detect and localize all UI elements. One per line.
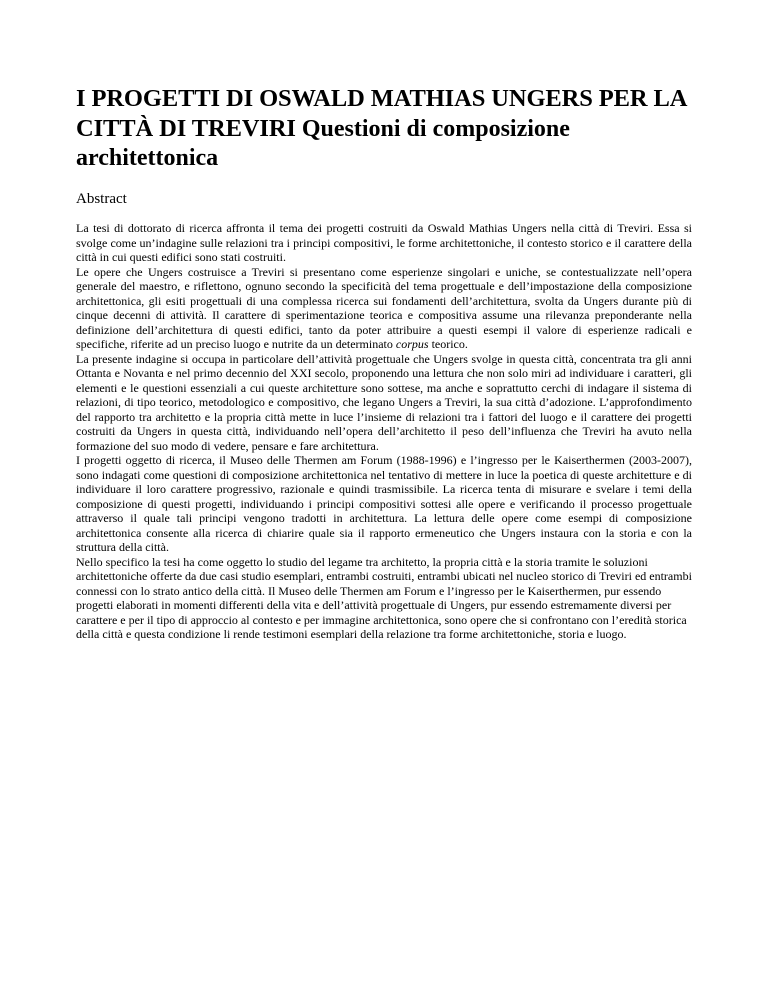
abstract-paragraph-4: I progetti oggetto di ricerca, il Museo delle Thermen am Forum (1988-1996) e l’ingresso per le Kaiserthermen (2003-2007), sono indagati come questioni di composizione architettonica nel tentativo di mettere in luce la poetica di queste architetture e di individuare il loro carattere progressivo, razionale e quindi trasmissibile. La ricerca tenta di misurare e svelare i temi della composizione di questi progetti, individuando i principi compositivi sottesi alle opere e verificando il processo progettuale attraverso il quale tali principi vengono tradotti in architettura. La lettura delle opere come esempi di composizione architettonica consente alla ricerca di chiarire quale sia il rapporto ermeneutico che Ungers instaura con la storia e con la struttura della città. [76, 453, 692, 554]
paragraph-2-text: Le opere che Ungers costruisce a Treviri si presentano come esperienze singolari e uniche, se contestualizzate nell’opera generale del maestro, e riflettono, ognuno secondo la specificità del tema progettuale e dell’impostazione della composizione architettonica, gli esiti progettuali di una complessa ricerca sui fondamenti dell’architettura, svolta da Ungers durante più di cinque decenni di attività. Il carattere di sperimentazione teorica e compositiva assume una rilevanza preponderante nella definizione dell’architettura di questi edifici, tanto da poter attribuire a questi esempi il valore di esperienze radicali e specifiche, riferite ad un preciso luogo e nutrite da un determinato [76, 264, 692, 351]
abstract-paragraph-2 [76, 265, 692, 352]
paragraph-2-text-end: teorico. [428, 337, 468, 351]
abstract-heading: Abstract [76, 191, 127, 207]
document-page [76, 84, 692, 642]
paragraph-2-emphasis: corpus [395, 337, 429, 351]
abstract-paragraph-5: Nello specifico la tesi ha come oggetto lo studio del legame tra architetto, la propria città e la storia tramite le soluzioni architettoniche offerte da due casi studio esemplari, entrambi costruiti, entrambi ubicati nel nucleo storico di Treviri ed entrambi connessi con lo strato antico della città. Il Museo delle Thermen am Forum e l’ingresso per le Kaiserthermen, pur essendo progetti elaborati in momenti differenti della vita e dell’attività progettuale di Ungers, pur essendo estremamente diversi per carattere e per il tipo di approccio al contesto e per immagine architettonica, sono opere che si confrontano con l’eredità storica della città e questa condizione li rende testimoni esemplari della relazione tra forme architettoniche, storia e luogo. [76, 554, 692, 641]
abstract-paragraph-1: La tesi di dottorato di ricerca affronta il tema dei progetti costruiti da Oswald Mathias Ungers nella città di Treviri. Essa si svolge come un’indagine sulle relazioni tra i principi compositivi, le forme architettoniche, il contesto storico e il carattere della città in cui questi edifici sono stati costruiti. [76, 221, 692, 264]
abstract-body [76, 221, 692, 642]
title-main: I PROGETTI DI OSWALD MATHIAS UNGERS PER LA CITTÀ DI TREVIRI [76, 85, 686, 142]
abstract-paragraph-3: La presente indagine si occupa in particolare dell’attività progettuale che Ungers svolge in questa città, concentrata tra gli anni Ottanta e Novanta e nel primo decennio del XXI secolo, proponendo una lettura che non solo miri ad individuare i caratteri, gli elementi e le questioni essenziali a cui queste architetture sono sottese, ma anche e soprattutto cerchi di indagare il sistema di relazioni, di tipo teorico, metodologico e compositivo, che legano Ungers a Treviri, la sua città d’adozione. L’approfondimento del rapporto tra architetto e la propria città mette in luce l’insieme di relazioni tra i fattori del luogo e il carattere dei progetti costruiti da Ungers in questa città, individuando nell’opera dell’architetto il peso dell’influenza che Treviri ha avuto nella formazione del suo modo di vedere, pensare e fare architettura. [76, 351, 692, 453]
title-subtitle: Questioni di composizione architettonica [76, 116, 570, 171]
document-title [76, 84, 692, 173]
